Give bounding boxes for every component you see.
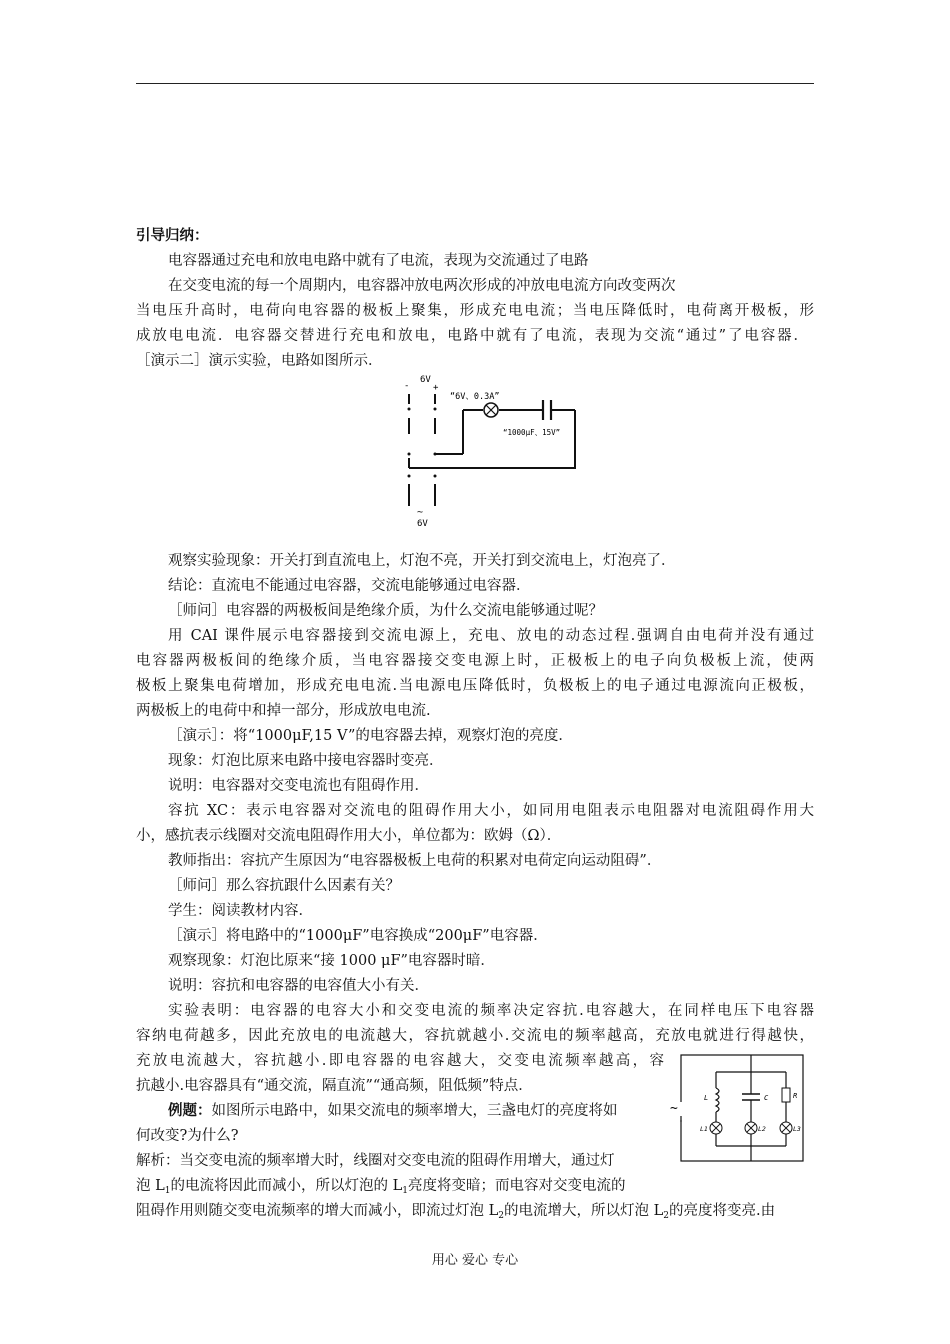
paragraph-line: 充放电流越大，容抗越小.即电容器的电容越大，交变电流频率越高，容: [136, 1053, 664, 1069]
paragraph-line: 解析：当交变电流的频率增大时，线圈对交变电流的阻碍作用增大，通过灯: [136, 1153, 615, 1169]
capacitor-label: C: [764, 1094, 769, 1102]
paragraph-line: 用 CAI 课件展示电容器接到交流电源上，充电、放电的动态过程.强调自由电荷并没有通过: [168, 628, 814, 644]
example-label: 例题：: [168, 1102, 212, 1119]
paragraph-line: 泡 $L_1$的电流将因此而减小，所以灯泡的 $L_1$亮度将变暗；而电容对交变电流的: [136, 1178, 626, 1196]
paragraph-line: ［师问］那么容抗跟什么因素有关？: [168, 878, 400, 894]
capacitor-rating-label: “1000μF、15V”: [503, 428, 561, 437]
header-rule: [136, 83, 814, 84]
paragraph-line: ［演示］将电路中的“1000μF”电容换成“200μF”电容器．: [168, 928, 548, 944]
paragraph-line: 教师指出：容抗产生原因为“电容器极板上电荷的积累对电荷定向运动阻碍”．: [168, 853, 662, 869]
paragraph-line: 现象：灯泡比原来电路中接电容器时变亮．: [168, 753, 444, 769]
paragraph-line: 观察现象：灯泡比原来“接 1000 μF”电容器时暗．: [168, 953, 495, 969]
ac-voltage-label: 6V: [417, 519, 428, 528]
paragraph-line: 抗越小.电容器具有“通交流，隔直流”“通高频，阻低频”特点．: [136, 1078, 533, 1094]
paragraph-line: 说明：电容器对交变电流也有阻碍作用．: [168, 778, 429, 794]
section-heading: 引导归纳：: [136, 227, 209, 244]
lamp-l3-label: L3: [793, 1125, 801, 1133]
lcr-circuit-diagram: [668, 1050, 808, 1168]
paragraph-line: ［演示］：将“1000μF,15 V”的电容器去掉，观察灯泡的亮度．: [168, 728, 573, 744]
paragraph-line: 两极板上的电荷中和掉一部分，形成放电电流.: [136, 703, 431, 719]
paragraph-line: 何改变?为什么?: [136, 1128, 239, 1144]
paragraph-line: 小，感抗表示线圈对交流电阻碍作用大小，单位都为：欧姆（Ω）．: [136, 828, 562, 844]
paragraph-line: 阻碍作用则随交变电流频率的增大而减小，即流过灯泡 $L_2$的电流增大，所以灯泡 $L_2$的亮度将变亮.由: [136, 1203, 776, 1221]
lamp-l1-label: L1: [700, 1125, 708, 1133]
resistor-icon: [782, 1088, 790, 1102]
paragraph-line: 容纳电荷越多，因此充放电的电流越大，容抗就越小.交流电的频率越高，充放电就进行得越快，: [136, 1028, 814, 1044]
paragraph-line: ［师问］电容器的两极板间是绝缘介质，为什么交流电能够通过呢？: [168, 603, 603, 619]
paragraph-line: 说明：容抗和电容器的电容值大小有关．: [168, 978, 429, 994]
ac-symbol: ~: [417, 507, 424, 518]
lamp-l2-label: L2: [758, 1125, 766, 1133]
paragraph-line: 实验表明：电容器的电容大小和交变电流的频率决定容抗.电容越大，在同样电压下电容器: [168, 1003, 814, 1019]
paragraph-line: 学生：阅读教材内容．: [168, 903, 313, 919]
paragraph-line: 电容器通过充电和放电电路中就有了电流，表现为交流通过了电路: [168, 253, 589, 269]
ac-source-symbol: ~: [670, 1101, 678, 1116]
lamp-rating-label: “6V、0.3A”: [450, 392, 500, 402]
paragraph-line: 在交变电流的每一个周期内，电容器冲放电两次形成的冲放电电流方向改变两次: [168, 278, 676, 294]
page-footer: 用心 爱心 专心: [431, 1253, 519, 1268]
paragraph-line: 结论：直流电不能通过电容器，交流电能够通过电容器．: [168, 578, 531, 594]
inductor-icon: [716, 1088, 719, 1112]
paragraph-line: 当电压升高时，电荷向电容器的极板上聚集，形成充电电流；当电压降低时，电荷离开极板，形: [136, 303, 814, 319]
paragraph-line: 例题：如图所示电路中，如果交流电的频率增大，三盏电灯的亮度将如: [168, 1102, 618, 1119]
paragraph-line: 容抗 XC：表示电容器对交流电的阻碍作用大小，如同用电阻表示电阻器对电流阻碍作用大: [168, 803, 814, 819]
dc-minus-label: -: [404, 381, 410, 391]
paragraph-line: 极板上聚集电荷增加，形成充电电流.当电源电压降低时，负极板上的电子通过电源流向正极板，: [136, 678, 814, 694]
paragraph-line: 观察实验现象：开关打到直流电上，灯泡不亮，开关打到交流电上，灯泡亮了．: [168, 553, 676, 569]
paragraph-line: 成放电电流．电容器交替进行充电和放电，电路中就有了电流，表现为交流“通过”了电容器．: [136, 328, 808, 344]
paragraph-line: 电容器两极板间的绝缘介质，当电容器接交变电源上时，正极板上的电子向负极板上流，使两: [136, 653, 814, 669]
demo-circuit-diagram: [395, 368, 585, 528]
resistor-label: R: [793, 1092, 798, 1100]
paragraph-line: ［演示二］演示实验，电路如图所示．: [136, 353, 383, 369]
inductor-label: L: [704, 1094, 709, 1102]
dc-voltage-label: 6V: [420, 375, 431, 385]
dc-plus-label: +: [433, 383, 439, 393]
